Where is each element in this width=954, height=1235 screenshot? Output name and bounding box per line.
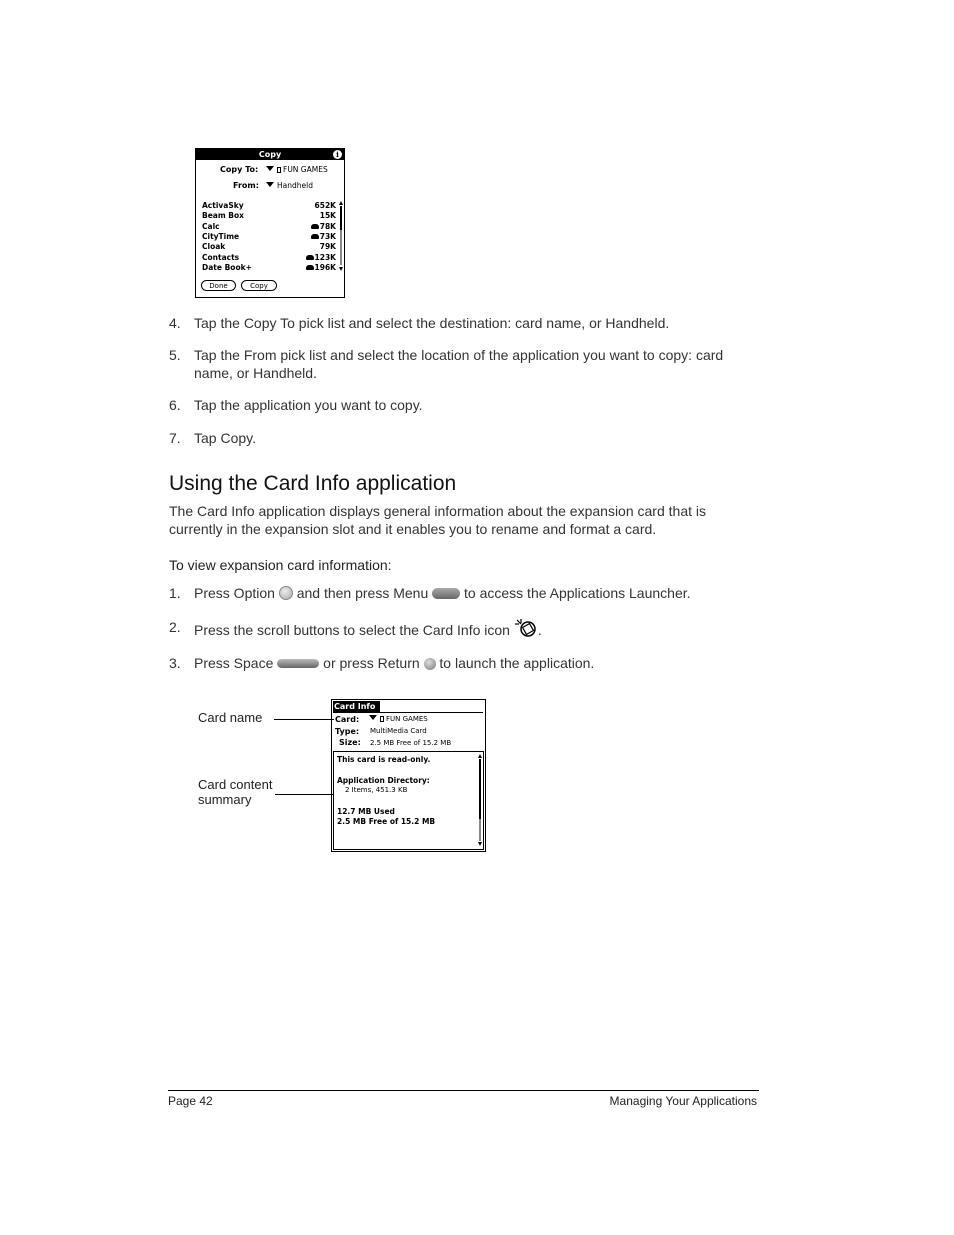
free-text: 2.5 MB Free of 15.2 MB xyxy=(337,817,436,826)
callout-card-content: Card content summary xyxy=(198,777,273,807)
app-list-item: ActivaSky 652K xyxy=(202,201,336,210)
app-list-item: Cloak 79K xyxy=(202,242,336,252)
app-list-item: Contacts 123K xyxy=(202,252,336,262)
footer-page-number: Page 42 xyxy=(168,1094,213,1108)
card-icon xyxy=(380,716,384,722)
card-info-app-icon xyxy=(514,618,538,638)
footer-section-title: Managing Your Applications xyxy=(609,1094,757,1108)
size-value: 2.5 MB Free of 15.2 MB xyxy=(370,739,452,747)
from-picklist: Handheld xyxy=(266,181,313,190)
app-directory-label: Application Directory: xyxy=(337,776,430,785)
card-label: Card: xyxy=(335,715,360,724)
option-key-icon xyxy=(279,586,293,600)
footer-rule xyxy=(168,1090,759,1091)
card-app-icon xyxy=(311,224,319,229)
copy-title-bar: Copy xyxy=(196,149,344,160)
card-content-box xyxy=(333,751,484,850)
type-label: Type: xyxy=(335,727,360,736)
section-heading: Using the Card Info application xyxy=(169,472,457,495)
callout-line-card-name xyxy=(274,719,334,720)
app-directory-value: 2 Items, 451.3 KB xyxy=(345,786,408,794)
used-text: 12.7 MB Used xyxy=(337,807,395,816)
dropdown-arrow-icon xyxy=(369,715,377,720)
callout-line-card-content xyxy=(275,794,334,795)
procedure-subheading: To view expansion card information: xyxy=(169,557,392,573)
info-icon: i xyxy=(333,150,342,159)
space-key-icon xyxy=(277,659,319,668)
done-button: Done xyxy=(201,280,236,291)
menu-key-icon xyxy=(432,588,460,599)
card-picklist: FUN GAMES xyxy=(369,715,428,723)
card-app-icon xyxy=(306,265,314,270)
copy-to-picklist: FUN GAMES xyxy=(266,165,328,174)
read-only-text: This card is read-only. xyxy=(337,755,431,764)
callout-card-name: Card name xyxy=(198,710,263,725)
scrollbar xyxy=(478,754,482,846)
card-app-icon xyxy=(311,234,319,239)
dropdown-arrow-icon xyxy=(266,166,274,171)
from-label: From: xyxy=(233,181,259,190)
app-list-item: Beam Box 15K xyxy=(202,211,336,221)
card-info-screen-image xyxy=(331,699,486,852)
size-label: Size: xyxy=(339,738,361,747)
title-rule xyxy=(333,712,483,713)
copy-button: Copy xyxy=(241,280,277,291)
dropdown-arrow-icon xyxy=(266,182,274,187)
app-list-item: CityTime 73K xyxy=(202,231,336,241)
type-value: MultiMedia Card xyxy=(370,727,427,735)
copy-to-label: Copy To: xyxy=(220,165,259,174)
card-icon xyxy=(277,167,281,173)
card-info-title-bar: Card Info xyxy=(333,701,380,712)
scrollbar xyxy=(339,201,343,271)
app-list-item: Calc 78K xyxy=(202,221,336,231)
copy-screen-image xyxy=(195,148,345,298)
intro-paragraph: The Card Info application displays general information about the expansion card that is currently in the expansion slot and it enables you to rename and format a card. xyxy=(169,503,706,537)
return-key-icon xyxy=(424,658,436,670)
card-app-icon xyxy=(306,255,314,260)
app-list-item: Date Book+ 196K xyxy=(202,262,336,272)
